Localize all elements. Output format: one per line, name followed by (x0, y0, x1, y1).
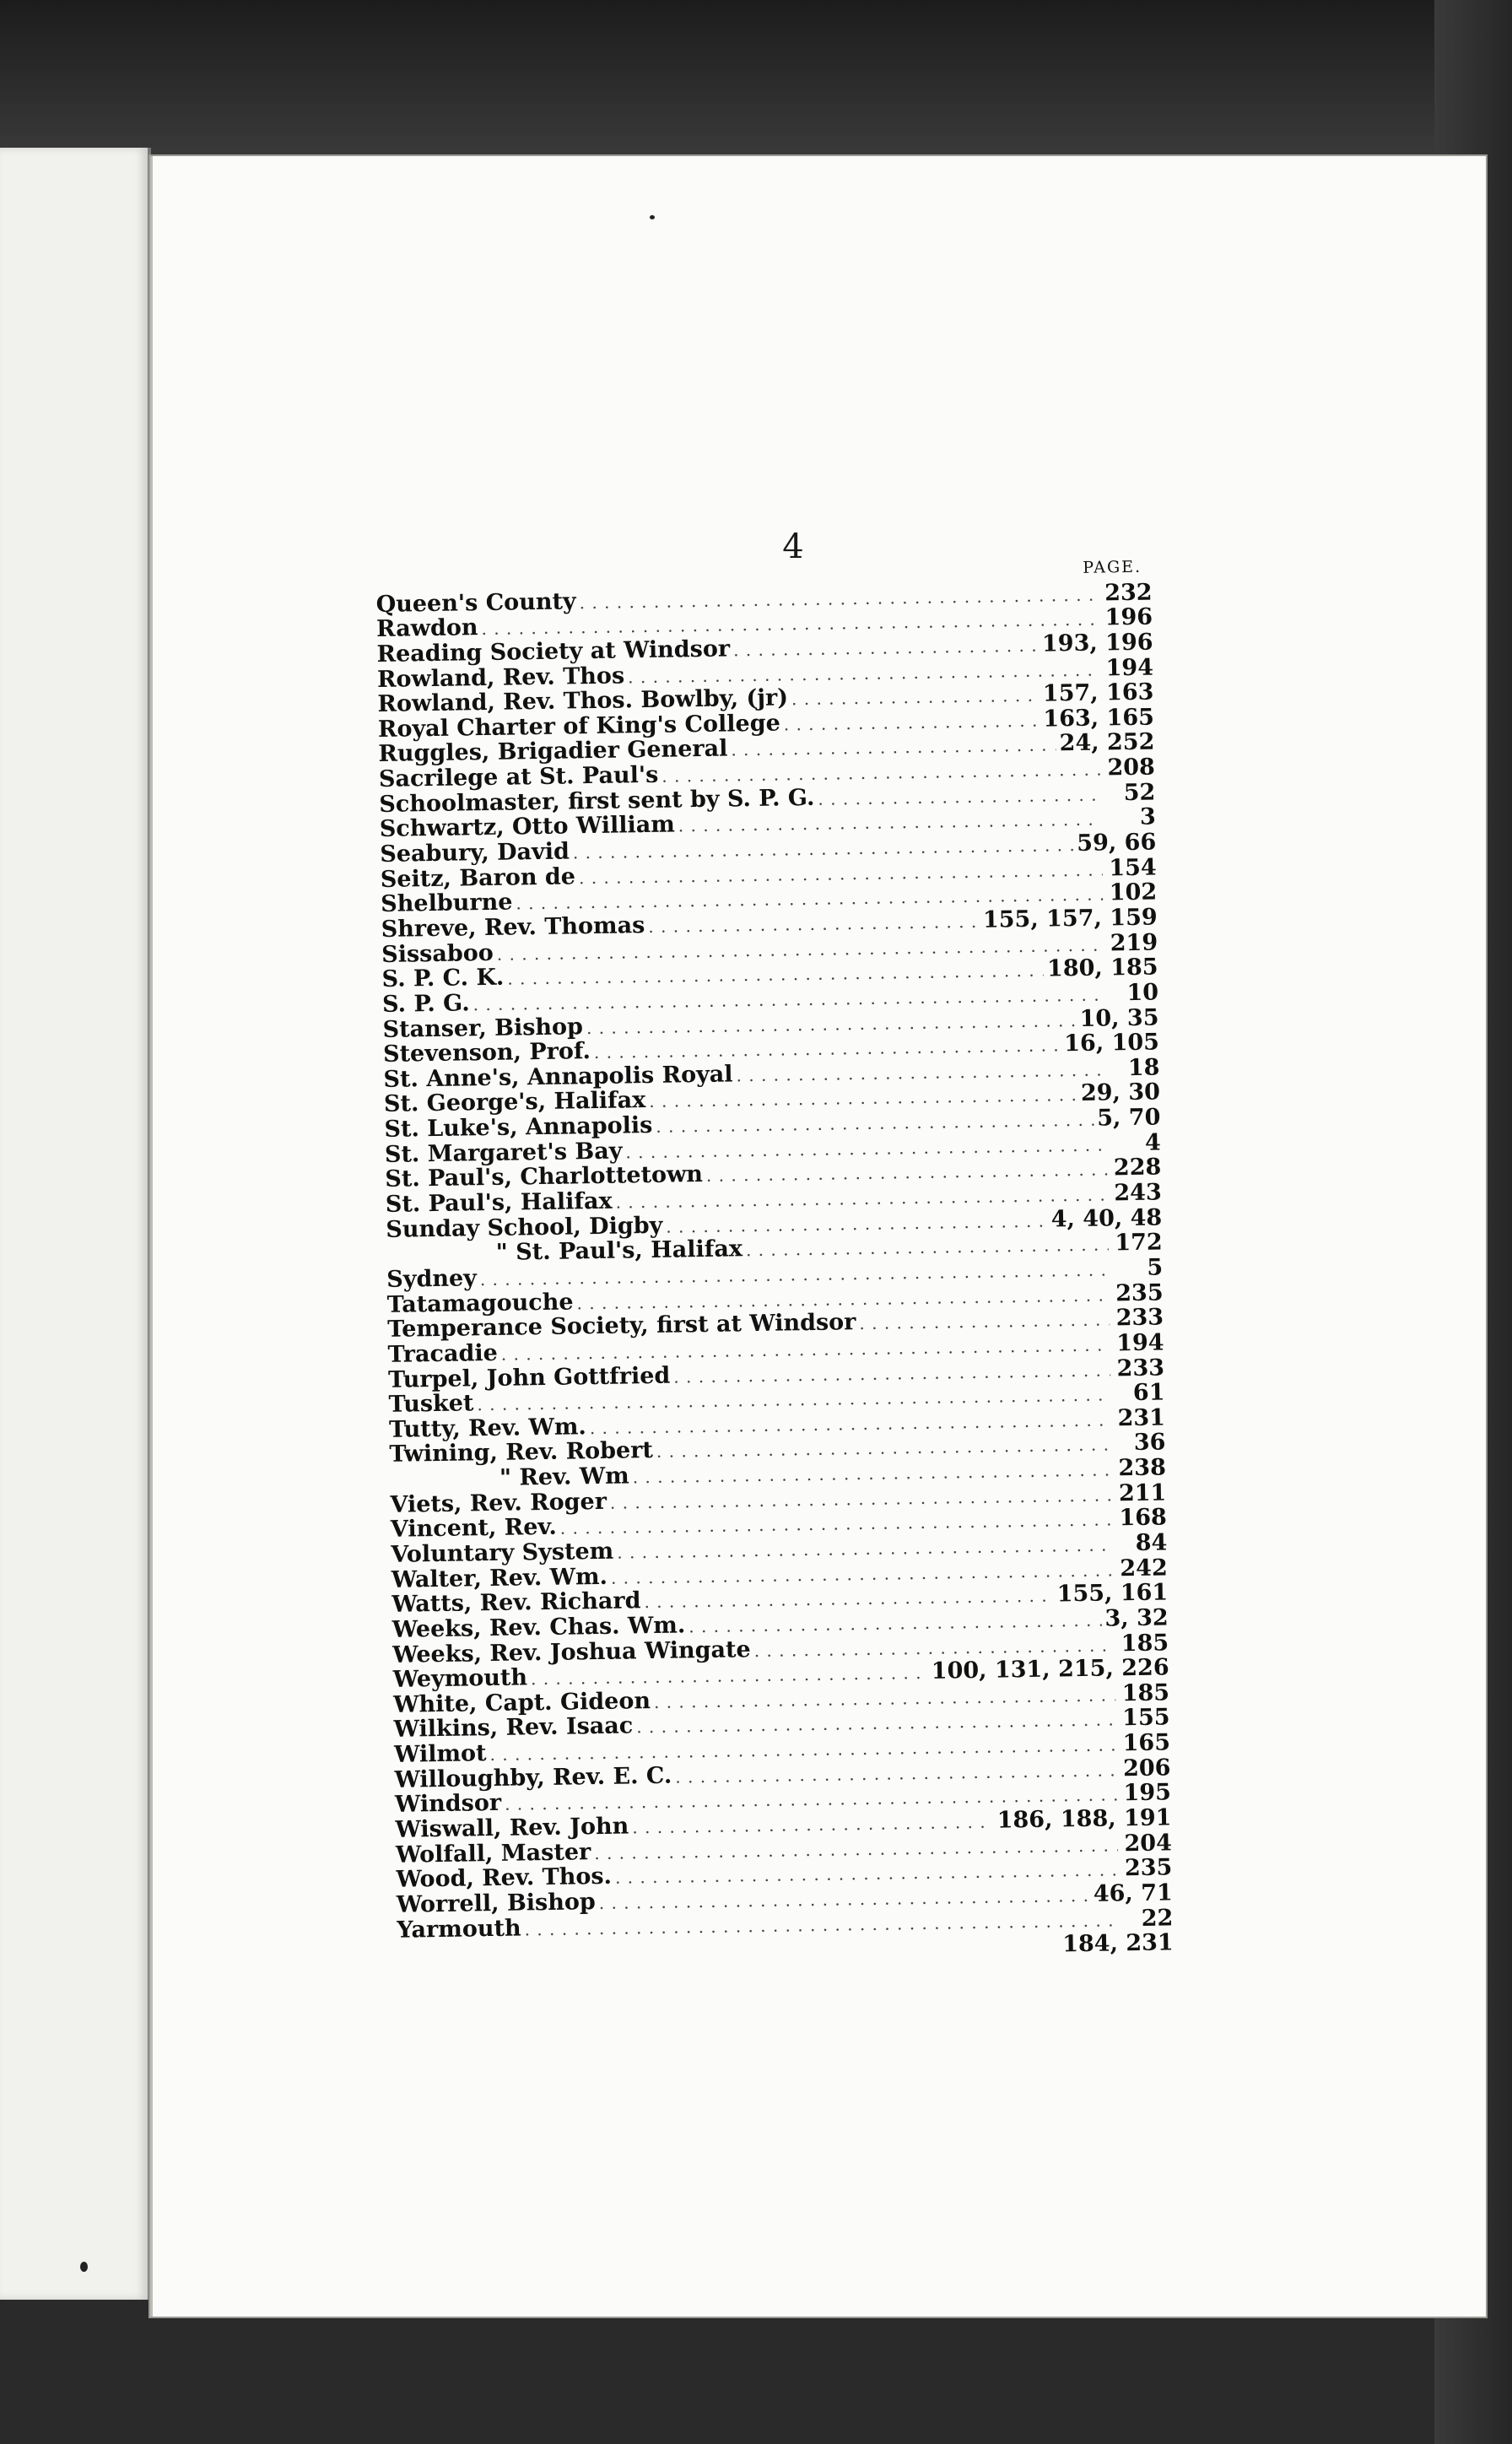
index-term: Ruggles, Brigadier General (378, 735, 728, 768)
index-term: Tusket (388, 1390, 474, 1419)
index-page-numbers: 206 (1122, 1755, 1171, 1782)
index-term: Sacrilege at St. Paul's (378, 761, 659, 793)
index-page-numbers: 219 (1110, 929, 1158, 956)
index-term: St. Paul's, Halifax (385, 1187, 613, 1218)
index-page-numbers: 238 (1118, 1454, 1167, 1482)
index-page-numbers: 3, 32 (1104, 1604, 1169, 1632)
index-term: Wilmot (393, 1740, 487, 1768)
index-term: Stanser, Bishop (382, 1013, 584, 1043)
index-term: Viets, Rev. Roger (390, 1488, 608, 1518)
index-page-numbers: 4 (1144, 1129, 1162, 1156)
scan-background-top (0, 0, 1512, 160)
index-page-numbers: 46, 71 (1093, 1879, 1174, 1907)
index-term: Voluntary System (391, 1538, 614, 1568)
index-page-numbers: 84 (1135, 1529, 1168, 1556)
index-term: Yarmouth (397, 1915, 521, 1944)
index-page-numbers: 186, 188, 191 (996, 1804, 1172, 1834)
index-term: Vincent, Rev. (390, 1514, 558, 1544)
index-page-numbers: 180, 185 (1046, 954, 1158, 982)
index-page-numbers: 10, 35 (1079, 1004, 1159, 1032)
index-page-numbers: 235 (1115, 1279, 1164, 1306)
index-term: Wolfall, Master (395, 1838, 591, 1868)
index-term: Tutty, Rev. Wm. (388, 1413, 587, 1443)
index-page-numbers: 228 (1113, 1154, 1162, 1181)
index-page-numbers: 184, 231 (1061, 1929, 1174, 1958)
index-term: Wilkins, Rev. Isaac (393, 1712, 634, 1744)
ink-speck (650, 215, 655, 219)
index-page-numbers: 194 (1105, 654, 1154, 681)
index-term: Wiswall, Rev. John (395, 1813, 629, 1843)
index-page-numbers: 242 (1120, 1555, 1168, 1582)
index-page-numbers: 16, 105 (1063, 1029, 1160, 1057)
index-term: St. Luke's, Annapolis (384, 1112, 653, 1144)
index-page-numbers: 5, 70 (1096, 1104, 1161, 1132)
index-term: Reading Society at Windsor (376, 635, 731, 668)
index-term: Weeks, Rev. Joshua Wingate (392, 1636, 751, 1668)
index-page-numbers: 232 (1104, 579, 1153, 607)
index-page-numbers: 102 (1109, 879, 1158, 906)
index-term: Windsor (394, 1790, 502, 1819)
index-term: " Rev. Wm (499, 1463, 629, 1491)
index-term: Rawdon (375, 614, 478, 643)
index-page-numbers: 154 (1109, 854, 1157, 882)
index-page-numbers: 155, 161 (1056, 1579, 1169, 1608)
index-page-numbers: 10 (1126, 979, 1159, 1006)
index-page-numbers: 193, 196 (1041, 629, 1153, 657)
index-page-numbers: 24, 252 (1059, 729, 1155, 757)
index-page-numbers: 5 (1147, 1254, 1164, 1281)
index-term: Tatamagouche (386, 1289, 574, 1318)
index-term: Twining, Rev. Robert (389, 1437, 654, 1468)
index-page-numbers: 196 (1104, 603, 1153, 631)
index-page-numbers: 208 (1107, 754, 1156, 781)
index-term: Weeks, Rev. Chas. Wm. (392, 1612, 686, 1643)
index-page-numbers: 3 (1139, 803, 1157, 831)
ink-speck (80, 2262, 88, 2272)
index-term: " St. Paul's, Halifax (495, 1236, 743, 1267)
index-term: Rowland, Rev. Thos. Bowlby, (jr) (377, 684, 789, 718)
index-term: Sydney (386, 1265, 478, 1293)
index-page-numbers: 61 (1132, 1379, 1165, 1407)
index-term: Weymouth (392, 1664, 528, 1694)
index-term: Tracadie (387, 1339, 498, 1368)
index-term: St. Margaret's Bay (384, 1138, 623, 1168)
index-term: Willoughby, Rev. E. C. (394, 1762, 672, 1793)
index-term: Shreve, Rev. Thomas (381, 912, 645, 943)
index-term: Walter, Rev. Wm. (391, 1563, 608, 1593)
dot-leader (859, 1308, 1110, 1337)
index-page-numbers: 155, 157, 159 (982, 904, 1158, 933)
index-term: Rowland, Rev. Thos (376, 662, 625, 693)
index-term: Worrell, Bishop (396, 1889, 596, 1918)
index-term: St. Anne's, Annapolis Royal (383, 1061, 733, 1093)
index-term: Temperance Society, first at Windsor (386, 1309, 856, 1344)
index-page-numbers: 157, 163 (1042, 679, 1154, 707)
index-term: Schwartz, Otto William (379, 811, 676, 843)
index-page-numbers: 22 (1141, 1904, 1174, 1932)
previous-page-edge (0, 148, 151, 2300)
index-page-numbers: 235 (1124, 1854, 1173, 1882)
index-page-numbers: 172 (1115, 1229, 1163, 1257)
index-page-numbers: 185 (1121, 1679, 1170, 1707)
page-column-header-label: PAGE. (1083, 557, 1142, 577)
index-term: Royal Charter of King's College (377, 710, 780, 743)
index-term: Sissaboo (381, 939, 494, 968)
index-term: White, Capt. Gideon (392, 1687, 651, 1718)
index-page-numbers: 168 (1119, 1504, 1168, 1532)
index-page-numbers: 243 (1114, 1179, 1162, 1207)
index-term: Seabury, David (380, 838, 570, 868)
index-page-numbers: 194 (1115, 1329, 1164, 1357)
index-term: Seitz, Baron de (380, 863, 576, 893)
index-term: St. George's, Halifax (383, 1087, 646, 1118)
index-term: St. Paul's, Charlottetown (385, 1161, 704, 1193)
index-page-numbers: 36 (1133, 1429, 1166, 1457)
index-term: S. P. C. K. (381, 964, 505, 993)
index-term: S. P. G. (381, 990, 470, 1018)
index-list (375, 555, 1174, 1968)
page-number: 4 (782, 527, 804, 566)
dot-leader (791, 684, 1040, 712)
index-page-numbers: 195 (1123, 1779, 1172, 1807)
index-term: Schoolmaster, first sent by S. P. G. (379, 784, 815, 818)
index-page-numbers: 211 (1118, 1479, 1167, 1506)
index-term: Wood, Rev. Thos. (396, 1863, 613, 1894)
index-page-numbers: 231 (1117, 1404, 1166, 1432)
index-page-numbers: 155 (1121, 1704, 1170, 1732)
index-page-numbers: 233 (1116, 1354, 1165, 1382)
index-page-numbers: 4, 40, 48 (1050, 1204, 1163, 1233)
index-page-numbers: 29, 30 (1080, 1079, 1161, 1107)
index-page-numbers: 185 (1120, 1629, 1169, 1657)
index-term: Watts, Rev. Richard (392, 1587, 641, 1619)
index-term: Turpel, John Gottfried (387, 1362, 671, 1393)
index-page-numbers: 59, 66 (1077, 829, 1157, 857)
index-term: Stevenson, Prof. (382, 1038, 591, 1068)
index-term: Shelburne (381, 889, 513, 918)
index-page-numbers: 52 (1123, 779, 1156, 806)
index-page-numbers: 233 (1115, 1304, 1164, 1332)
index-term: Sunday School, Digby (386, 1212, 663, 1243)
dot-leader (784, 708, 1040, 737)
index-page-numbers: 204 (1124, 1830, 1173, 1857)
index-page-numbers: 165 (1122, 1729, 1171, 1757)
index-page-numbers: 18 (1127, 1054, 1160, 1081)
index-page-numbers: 100, 131, 215, 226 (931, 1654, 1169, 1684)
index-term: Queen's County (375, 587, 576, 618)
index-page-numbers: 163, 165 (1043, 704, 1155, 733)
